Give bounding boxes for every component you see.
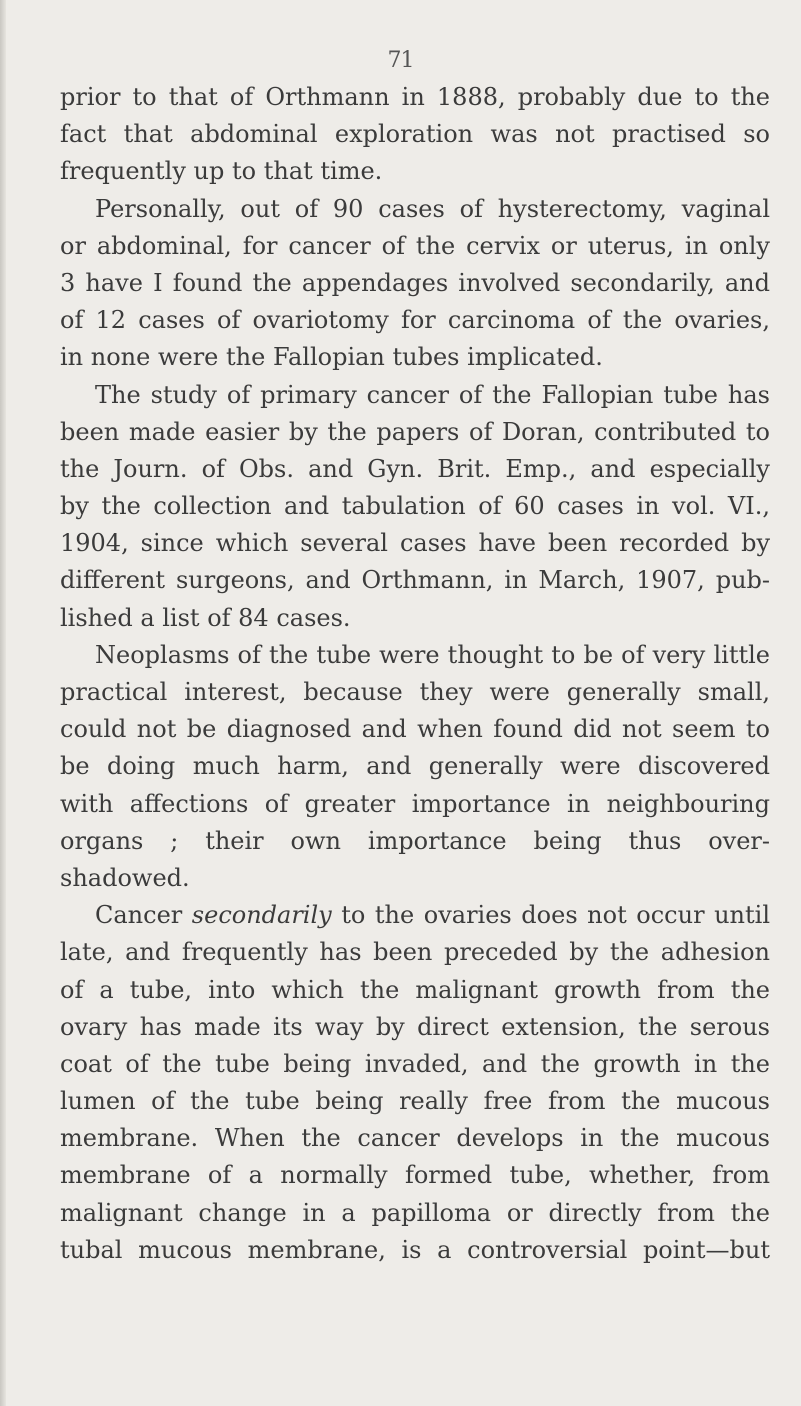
text-line: practical interest, because they were generally small, [60,678,770,706]
text-line: of 12 cases of ovariotomy for carcinoma of the ovaries, [60,306,770,335]
body-text [60,79,770,1269]
text-line: organs ; their own importance being thus over- [60,826,770,855]
text-segment: Cancer [95,901,192,930]
page-number: 71 [387,48,414,73]
text-line: with affections of greater importance in neighbouring [60,789,770,818]
text-line: in none were the Fallopian tubes implicated. [60,343,603,372]
text-line: membrane. When the cancer develops in the mucous [60,1124,770,1153]
page-edge-shadow [0,0,6,1406]
text-line: prior to that of Orthmann in 1888, probably due to the [60,83,770,111]
text-line: different surgeons, and Orthmann, in March, 1907, pub- [60,566,770,595]
text-line: The study of primary cancer of the Fallopian tube has [95,380,770,409]
text-line: 3 have I found the appendages involved secondarily, and [60,268,770,297]
text-line: be doing much harm, and generally were discovered [60,752,770,781]
text-line: tubal mucous membrane, is a controversial point—but [60,1235,770,1264]
text-line: malignant change in a papilloma or directly from the [60,1198,770,1227]
italic-word: secondarily [191,901,332,930]
text-line: Personally, out of 90 cases of hysterectomy, vaginal [95,194,770,223]
text-line: could not be diagnosed and when found did not seem to [60,715,770,744]
text-line: Neoplasms of the tube were thought to be of very little [95,640,770,669]
text-line: late, and frequently has been preceded by the adhesion [60,938,770,967]
text-line: 1904, since which several cases have been recorded by [60,529,770,558]
text-line: membrane of a normally formed tube, whether, from [60,1161,770,1190]
text-line: lumen of the tube being really free from the mucous [60,1087,770,1116]
text-line: coat of the tube being invaded, and the growth in the [60,1049,770,1078]
text-segment: to the ovaries does not occur until [331,901,770,930]
text-line: the Journ. of Obs. and Gyn. Brit. Emp., and especially [60,454,770,483]
text-line [60,897,770,934]
text-line: been made easier by the papers of Doran, contributed to [60,417,770,446]
text-line: lished a list of 84 cases. [60,603,351,632]
text-line: frequently up to that time. [60,157,383,186]
text-line: by the collection and tabulation of 60 cases in vol. VI., [60,492,770,521]
text-line: fact that abdominal exploration was not practised so [60,120,770,149]
text-line: shadowed. [60,863,190,892]
text-line: or abdominal, for cancer of the cervix or uterus, in only [60,231,770,260]
text-line: of a tube, into which the malignant growth from the [60,975,770,1004]
text-line: ovary has made its way by direct extension, the serous [60,1012,770,1041]
